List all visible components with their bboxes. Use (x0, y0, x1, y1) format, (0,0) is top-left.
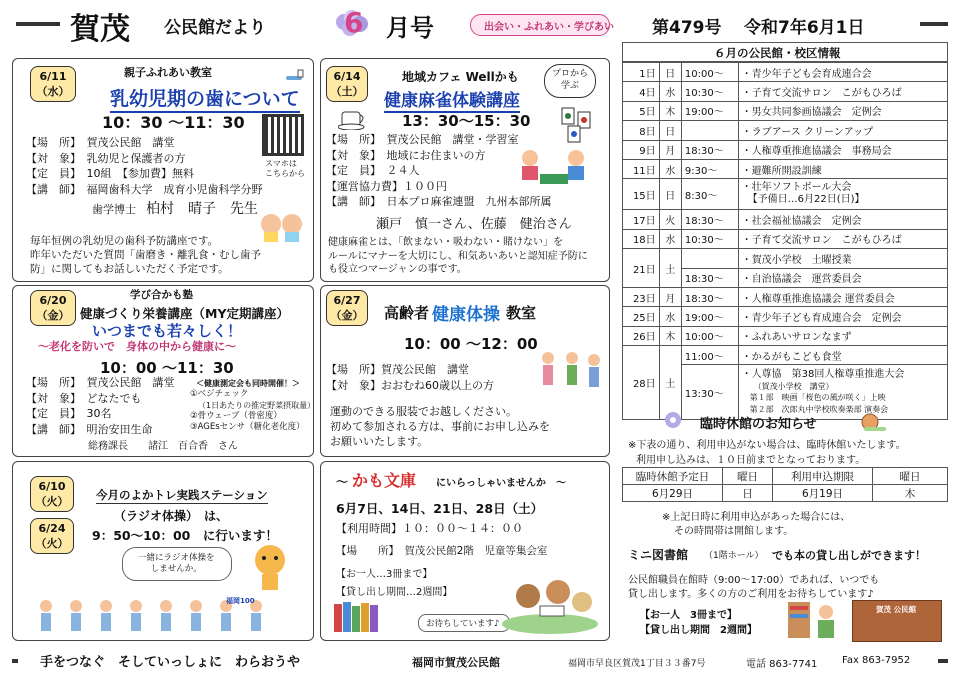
library-body-2: 貸し出します。多くの方のご利用をお待ちしています♪ (628, 589, 874, 600)
weekday-0614: （土） (330, 85, 364, 98)
date-badge-0610 (30, 476, 74, 512)
event-catch-sub-0620: ～老化を防いで 身体の中から健康に～ (38, 340, 236, 353)
calendar-cell: ・男女共同参画協議会 定例会 (738, 101, 947, 120)
header-rule-left (16, 22, 60, 26)
cal-event-sub: 第２部 次郎丸中学校吹奏楽部 演奏会 (749, 404, 889, 414)
closure-cell: 臨時休館予定日 (623, 468, 723, 485)
calendar-cell: ・ラブアース クリーンアップ (738, 121, 947, 140)
calendar-cell (681, 121, 738, 140)
coffee-cup-icon (338, 106, 370, 130)
calendar-cell: 火 (659, 210, 681, 229)
calendar-cell: 月 (659, 140, 681, 159)
bunko-title-main: かも文庫 (352, 471, 417, 490)
event-desc-0614: 健康麻雀とは、「飲まない・吸わない・賭けない」を ルールにマナーを大切にし、和気あいあいと認知症予防に も役立つマージャンの事です。 (328, 237, 588, 275)
calendar-cell: 5日 (623, 101, 660, 120)
librarian-icon (786, 600, 842, 640)
date-badge-0624 (30, 518, 74, 554)
month-suffix: 月号 (386, 14, 434, 42)
lecturer-name-0611: 柏村 晴子 先生 (146, 201, 258, 217)
detail-row: 【講 師】 福岡歯科大学 成育小児歯科学分野 (26, 182, 263, 196)
calendar-cell: ・避難所開設訓練 (738, 159, 947, 178)
kids-brushing-icon (256, 210, 306, 244)
event-header-0614: 地域カフェ Wellかも (402, 70, 519, 84)
date-badge-0627 (326, 290, 368, 326)
calendar-cell: 土 (659, 249, 681, 288)
footer-rule-left (12, 659, 18, 663)
date-0610: 6/10 (38, 480, 66, 493)
calendar-cell: 10:00～ (681, 63, 738, 82)
snail-icon (860, 412, 886, 432)
calendar-cell: 木 (659, 326, 681, 345)
detail-row: 【場 所】 賀茂公民館 講堂・学習室 (326, 133, 519, 146)
note-row: ③AGEsセンサ（糖化老化度） (190, 422, 305, 432)
event-details-0627 (326, 362, 494, 393)
closure-cell: 曜日 (723, 468, 773, 485)
title-sub: 公民館だより (164, 18, 266, 38)
calendar-cell: 19:00～ (681, 101, 738, 120)
animals-reading-icon (500, 566, 602, 636)
calendar-cell: 19:00～ (681, 307, 738, 326)
event-title-0614: 健康麻雀体験講座 (384, 86, 520, 113)
footer-rule-right (938, 659, 948, 663)
detail-row: 【定 員】 10組 【参加費】無料 (26, 167, 194, 180)
radio-bubble-text: 一緒にラジオ体操を しませんか。 (138, 553, 215, 574)
calendar-cell: 10:30～ (681, 82, 738, 101)
cal-event-sub: （賀茂小学校 講堂） (753, 381, 834, 391)
bunko-title-pre: ～ (336, 475, 349, 489)
bubble-text-0614: プロから 学ぶ (552, 69, 589, 91)
cal-event-sub: 第１部 映画「桜色の風が咲く」上映 (749, 393, 886, 403)
library-text: でも本の貸し出しができます！ (772, 549, 926, 562)
footer-address: 福岡市早良区賀茂1丁目３３番7号 (568, 659, 706, 669)
calendar-cell (738, 179, 947, 210)
event-title-0620: 健康づくり栄養講座（MY定期講座） (80, 306, 289, 321)
library-title: ミニ図書館 (628, 548, 689, 562)
date-badge-0614 (326, 66, 368, 102)
event-details-0611 (26, 135, 263, 197)
toothbrush-icon (284, 64, 306, 86)
closure-cell: 日 (723, 485, 773, 502)
calendar-cell: 15日 (623, 179, 660, 210)
qr-code-icon[interactable] (262, 114, 304, 156)
detail-row: 【対 象】 地域にお住まいの方 (326, 148, 486, 162)
calendar-cell: ・子育て交流サロン こがもひろば (738, 82, 947, 101)
closure-cell: 6月19日 (773, 485, 873, 502)
calendar-cell: 木 (659, 101, 681, 120)
calendar-cell: 日 (659, 121, 681, 140)
date-badge-0611 (30, 66, 76, 102)
event-time-0614: 13：30～15：30 (402, 112, 531, 130)
date-0614: 6/14 (333, 70, 361, 83)
calendar-cell: 月 (659, 287, 681, 306)
closure-title: 臨時休館のお知らせ (700, 417, 817, 432)
calendar-cell: 水 (659, 307, 681, 326)
library-body-1: 公民館職員在館時（9:00～17:00）であれば、いつでも (628, 575, 880, 586)
issue-date: 令和7年6月1日 (744, 18, 865, 38)
calendar-cell: 4日 (623, 82, 660, 101)
closure-cell: 利用申込期限 (773, 468, 873, 485)
event-notes-0620 (190, 389, 315, 433)
event-title-post-0627: 教室 (506, 304, 537, 322)
date-0611: 6/11 (39, 70, 67, 83)
calendar-cell: 土 (659, 346, 681, 420)
mascot-icon (248, 540, 292, 596)
calendar-cell: ・社会福祉協議会 定例会 (738, 210, 947, 229)
event-title-0611: 乳幼児期の歯について (110, 84, 300, 113)
closure-cell: 木 (873, 485, 948, 502)
calendar-cell: 日 (659, 179, 681, 210)
calendar-cell: 13:30～ (681, 365, 738, 420)
calendar-cell: 25日 (623, 307, 660, 326)
building-label: 賀茂 公民館 (876, 605, 917, 614)
footer-slogan: 手をつなぐ そしていっしょに わらおうや (40, 655, 301, 670)
calendar-cell: 9日 (623, 140, 660, 159)
calendar-cell: 1日 (623, 63, 660, 82)
event-time-0620: 10：00 ～11：30 (100, 359, 234, 377)
radio-time: 9：50～10：00 に行います！ (92, 528, 278, 543)
calendar-cell: 10:00～ (681, 326, 738, 345)
calendar-cell: 18:30～ (681, 140, 738, 159)
event-catch-0620: いつまでも若々しく！ (92, 322, 243, 340)
event-desc-0627: 運動のできる服装でお越しください。 初めて参加される方は、事前にお申し込みを お願いいたします。 (330, 405, 550, 448)
calendar-cell: 26日 (623, 326, 660, 345)
date-0627: 6/27 (333, 294, 361, 307)
weekday-0624: （火） (35, 537, 69, 550)
calendar-cell: ・人権尊重推進協議会 事務局会 (738, 140, 947, 159)
calendar-cell: 11:00～ (681, 346, 738, 365)
detail-row: 【定 員】 ２４人 (326, 164, 420, 177)
event-title-main-0627: 健康体操 (432, 305, 500, 325)
mahjong-players-icon (512, 146, 596, 190)
event-header-0620: 学び合かも塾 (130, 289, 193, 301)
lecturer-name-0614: 瀬戸 慎一さん、佐藤 健治さん (376, 217, 572, 232)
bunko-bubble-text: お待ちしています♪ (426, 619, 500, 629)
event-time-0627: 10：00 ～12：00 (404, 335, 538, 353)
detail-row: 【運営協力費】１００円 (326, 179, 447, 193)
books-icon (332, 600, 392, 634)
calendar-cell: 水 (659, 229, 681, 248)
calendar-cell: 10:30～ (681, 229, 738, 248)
weekday-0627: （金） (330, 309, 364, 322)
fukuoka100-badge: 福岡100 (226, 597, 255, 605)
closure-text-1: ※下表の通り、利用申込がない場合は、臨時休館いたします。 (628, 440, 906, 451)
detail-row: 【定 員】 30名 (26, 407, 112, 420)
mahjong-tiles-icon (558, 104, 598, 144)
bunko-limit: 【お一人…3冊まで】 (336, 569, 433, 580)
closure-text-2: 利用申し込みは、１０日前までとなっております。 (636, 455, 866, 466)
detail-row: 【対 象】 乳幼児と保護者の方 (26, 151, 186, 165)
calendar-cell: 17日 (623, 210, 660, 229)
calendar-cell (738, 365, 947, 420)
calendar-cell: 28日 (623, 346, 660, 420)
note-row: （1日あたりの推定野菜摂取量） (198, 401, 316, 410)
footer-tel: 電話 863-7741 (746, 659, 818, 670)
lecturer-title-0611: 歯学博士 (92, 203, 136, 216)
detail-row: 【講 師】 明治安田生命 (26, 422, 153, 436)
detail-row: 【対 象】おおむね60歳以上の方 (326, 378, 494, 392)
calendar-cell: ・ふれあいサロンなまず (738, 326, 947, 345)
bunko-dates: 6月7日、14日、21日、28日（土） (336, 501, 544, 516)
cal-event: ・壮年ソフトボール大会 (741, 182, 852, 194)
library-period: 【貸し出し期間 2週間】 (640, 625, 757, 636)
flower-icon (660, 410, 686, 432)
date-badge-0620 (30, 290, 76, 326)
footer-fax: Fax 863-7952 (842, 655, 911, 666)
weekday-0610: （火） (35, 495, 69, 508)
radio-title: 今月のよかトレ実践ステーション (96, 488, 268, 502)
lecturer-sub-0620: 総務課長 諸江 百合香 さん (88, 441, 238, 452)
calendar-cell: 23日 (623, 287, 660, 306)
calendar-cell: ・自治協議会 運営委員会 (738, 268, 947, 287)
date-0624: 6/24 (38, 522, 66, 535)
calendar-cell: 18:30～ (681, 287, 738, 306)
qr-caption: スマホは こちらから (265, 159, 305, 178)
calendar-cell: 水 (659, 82, 681, 101)
calendar-cell: 日 (659, 63, 681, 82)
calendar-cell: ・賀茂小学校 土曜授業 (738, 249, 947, 268)
event-title-pre-0627: 高齢者 (384, 304, 430, 322)
calendar-cell: 18日 (623, 229, 660, 248)
calendar-cell: 水 (659, 159, 681, 178)
bunko-place: 【場 所】 賀茂公民館2階 児童等集会室 (336, 545, 548, 557)
library-location: （1階ホール） (704, 551, 764, 561)
calendar-cell: 11日 (623, 159, 660, 178)
date-0620: 6/20 (39, 294, 67, 307)
calendar-cell: 8:30～ (681, 179, 738, 210)
detail-row: 【場 所】 賀茂公民館 講堂 (26, 136, 175, 149)
event-time-0611: 10：30 ～11：30 (102, 113, 245, 132)
calendar-cell: 21日 (623, 249, 660, 288)
closure-cell: 曜日 (873, 468, 948, 485)
bunko-period: 【貸し出し期間…2週間】 (336, 587, 453, 598)
cal-event: ・人尊協 第38回人権尊重推進大会 (741, 369, 905, 381)
exercising-people-icon (534, 350, 604, 398)
calendar-cell: ・青少年子ども会育成連合会 (738, 63, 947, 82)
radio-sub: （ラジオ体操） は、 (114, 509, 229, 523)
slogan-text: 出会い・ふれあい・学びあい (484, 22, 614, 33)
bunko-title-post: にいらっしゃいませんか ～ (436, 478, 566, 489)
calendar-table (622, 62, 948, 420)
calendar-cell: 8日 (623, 121, 660, 140)
closure-cell: 6月29日 (623, 485, 723, 502)
calendar-cell: ・かるがもこども食堂 (738, 346, 947, 365)
detail-row: 【講 師】 日本プロ麻雀連盟 九州本部所属 (326, 195, 552, 208)
calendar-title: ６月の公民館・校区情報 (714, 46, 841, 60)
title-main: 賀茂 (70, 12, 130, 47)
issue-number: 第479号 (652, 18, 722, 38)
closure-table (622, 467, 948, 502)
detail-row: 【対 象】 どなたでも (26, 391, 142, 405)
calendar-cell: 18:30～ (681, 210, 738, 229)
detail-row: 【場 所】 賀茂公民館 講堂 (26, 376, 175, 389)
note-row: ②骨ウェーブ（骨密度） (190, 411, 282, 421)
calendar-cell: ・子育て交流サロン こがもひろば (738, 229, 947, 248)
event-header-0611: 親子ふれあい教室 (124, 66, 212, 79)
note-row: ①ベジチェック (190, 389, 249, 399)
bunko-hours: 【利用時間】１０：００～１４：００ (336, 522, 523, 535)
weekday-0611: （水） (36, 85, 70, 98)
closure-note-1: ※上記日時に利用申込があった場合には、 (662, 512, 851, 523)
calendar-cell: 9:30～ (681, 159, 738, 178)
closure-note-2: その時間帯は開館します。 (674, 526, 794, 537)
calendar-cell: 18:30～ (681, 268, 738, 287)
library-limit: 【お一人 3冊まで】 (640, 610, 737, 621)
footer-org: 福岡市賀茂公民館 (412, 656, 500, 669)
calendar-cell: ・青少年子ども育成連合会 定例会 (738, 307, 947, 326)
header-rule-right (920, 22, 948, 26)
calendar-cell (681, 249, 738, 268)
note-title-0620: ＜健康測定会も同時開催！＞ (196, 379, 300, 388)
exercise-group-icon (26, 596, 296, 636)
calendar-cell: ・人権尊重推進協議会 運営委員会 (738, 287, 947, 306)
detail-row: 【場 所】賀茂公民館 講堂 (326, 363, 469, 376)
event-details-0620 (26, 375, 175, 437)
month-number: 6 (344, 6, 364, 39)
event-desc-0611: 毎年恒例の乳幼児の歯科予防講座です。 昨年いただいた質問「歯磨き・離乳食・むし歯予 防」に関してもお話しいただく予定です。 (30, 235, 261, 275)
weekday-0620: （金） (36, 309, 70, 322)
cal-event-sub: 【予備日…6月22日(日)】 (747, 194, 865, 206)
